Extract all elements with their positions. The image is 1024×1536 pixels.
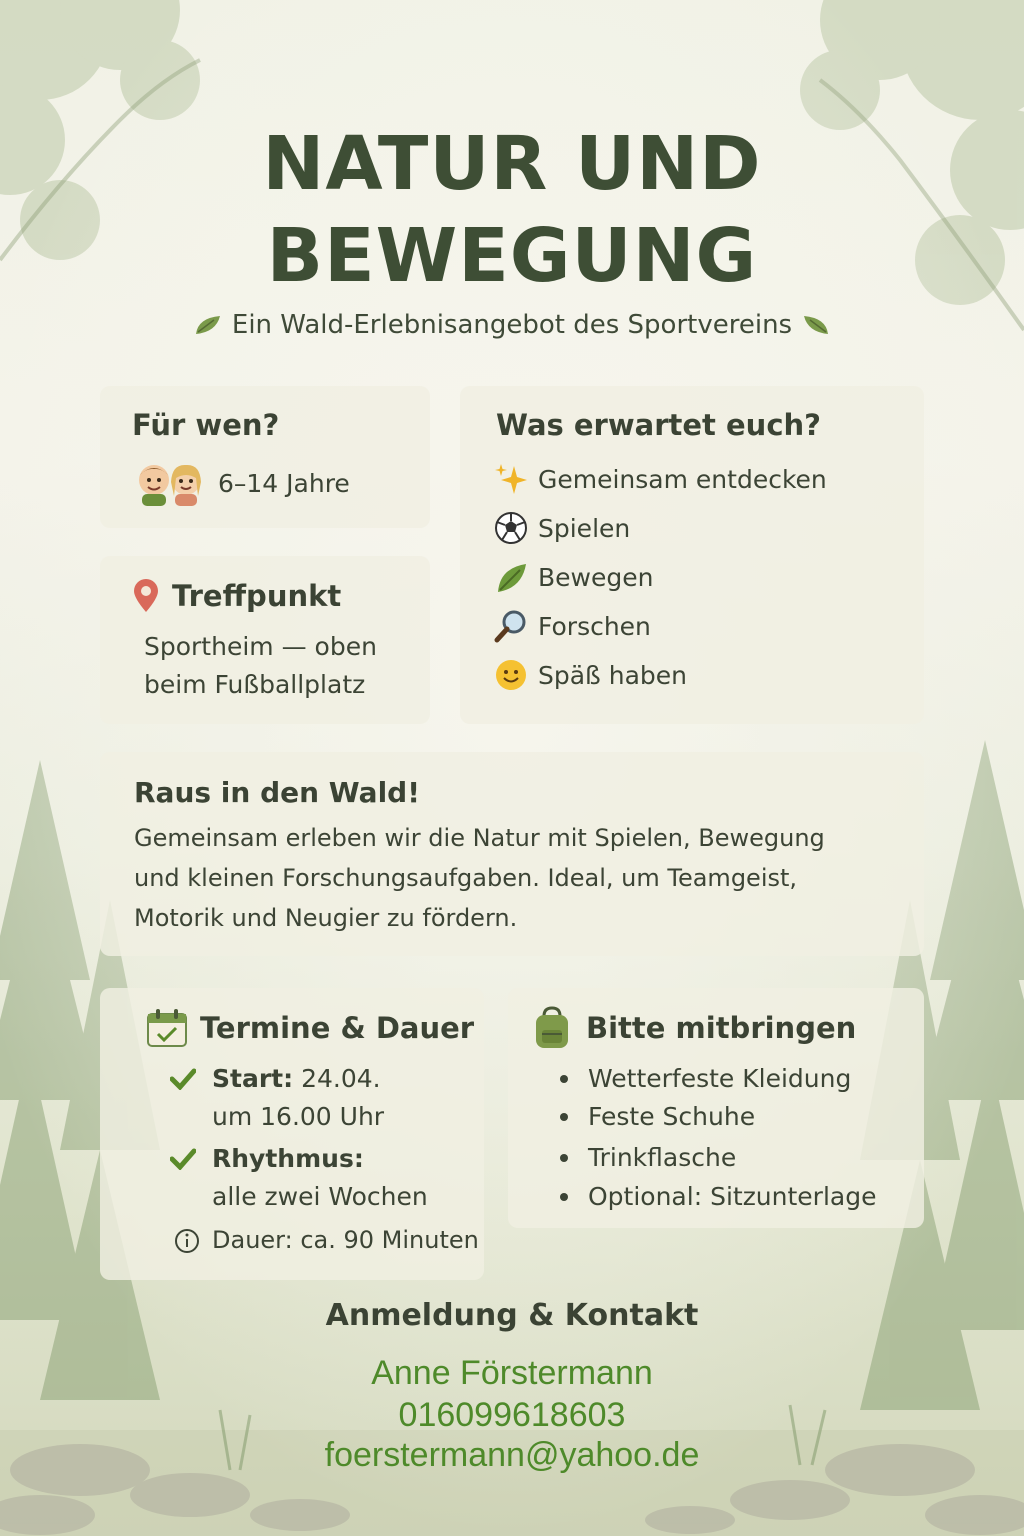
sparkles-icon <box>494 462 528 496</box>
magnifier-icon <box>494 609 528 643</box>
intro-title: Raus in den Wald! <box>134 776 420 809</box>
expectation-item <box>494 609 651 643</box>
intro-line-3: Motorik und Neugier zu fördern. <box>134 904 518 932</box>
expectation-item <box>494 658 687 692</box>
expectation-label: Spielen <box>538 513 631 543</box>
bring-item <box>560 1143 736 1172</box>
meeting-title: Treffpunkt <box>172 579 342 613</box>
contact-name: Anne Förstermann <box>371 1354 653 1392</box>
expectation-item <box>494 560 653 594</box>
meeting-line-1: Sportheim — oben <box>144 632 377 661</box>
bring-item-label: Optional: Sitzunterlage <box>588 1182 877 1211</box>
expectation-label: Bewegen <box>538 562 654 592</box>
start-value: 24.04. <box>301 1064 381 1093</box>
calendar-icon <box>146 1008 188 1048</box>
location-pin-icon <box>132 578 160 614</box>
contact-email[interactable]: foerstermann@yahoo.de <box>324 1436 700 1474</box>
leaf-icon <box>194 314 222 336</box>
bring-title: Bitte mitbringen <box>586 1011 857 1045</box>
expectations-title: Was erwartet euch? <box>496 408 821 442</box>
bullet <box>560 1154 568 1162</box>
meeting-line-2: beim Fußballplatz <box>144 670 366 699</box>
expectations-card <box>460 386 924 724</box>
leaf-icon <box>802 314 830 336</box>
subtitle <box>0 310 1024 340</box>
schedule-card <box>100 988 484 1280</box>
schedule-title: Termine & Dauer <box>200 1011 475 1045</box>
bullet <box>560 1113 568 1121</box>
expectation-label: Gemeinsam entdecken <box>538 464 827 494</box>
info-clock-icon <box>174 1228 200 1254</box>
bullet <box>560 1193 568 1201</box>
backpack-icon <box>530 1006 574 1050</box>
bring-item-label: Wetterfeste Kleidung <box>588 1064 852 1093</box>
bring-card <box>508 988 924 1228</box>
leaf-icon <box>494 560 528 594</box>
title-line-2: BEWEGUNG <box>266 213 758 299</box>
intro-card <box>100 752 924 956</box>
audience-title: Für wen? <box>132 408 280 442</box>
expectation-item <box>494 511 630 545</box>
bring-item <box>560 1064 851 1093</box>
children-icon <box>134 460 208 506</box>
intro-line-2: und kleinen Forschungsaufgaben. Ideal, um Teamgeist, <box>134 864 798 892</box>
meeting-card <box>100 556 430 724</box>
contact-phone[interactable]: 016099618603 <box>398 1396 626 1434</box>
smiley-icon <box>494 658 528 692</box>
bring-item-label: Feste Schuhe <box>588 1102 756 1131</box>
start-row <box>212 1064 381 1093</box>
page-title <box>0 118 1024 302</box>
bring-item-label: Trinkflasche <box>588 1143 737 1172</box>
subtitle-text: Ein Wald-Erlebnisangebot des Sportvereins <box>231 310 793 340</box>
bullet <box>560 1075 568 1083</box>
audience-age: 6–14 Jahre <box>218 468 350 498</box>
intro-line-1: Gemeinsam erleben wir die Natur mit Spielen, Bewegung <box>134 824 825 852</box>
title-line-1: NATUR UND <box>262 121 762 207</box>
expectation-label: Späß haben <box>538 660 688 690</box>
check-icon <box>170 1148 196 1170</box>
expectation-label: Forschen <box>538 611 651 641</box>
rhythm-value: alle zwei Wochen <box>212 1182 428 1211</box>
expectation-item <box>494 462 827 496</box>
check-icon <box>170 1068 196 1090</box>
bring-item <box>560 1102 755 1131</box>
bring-item <box>560 1182 876 1211</box>
soccer-ball-icon <box>494 511 528 545</box>
contact-title: Anmeldung & Kontakt <box>325 1298 699 1333</box>
start-label: Start: <box>212 1064 294 1093</box>
audience-card <box>100 386 430 528</box>
duration: Dauer: ca. 90 Minuten <box>212 1226 479 1254</box>
rhythm-label: Rhythmus: <box>212 1144 364 1173</box>
start-time: um 16.00 Uhr <box>212 1102 385 1131</box>
